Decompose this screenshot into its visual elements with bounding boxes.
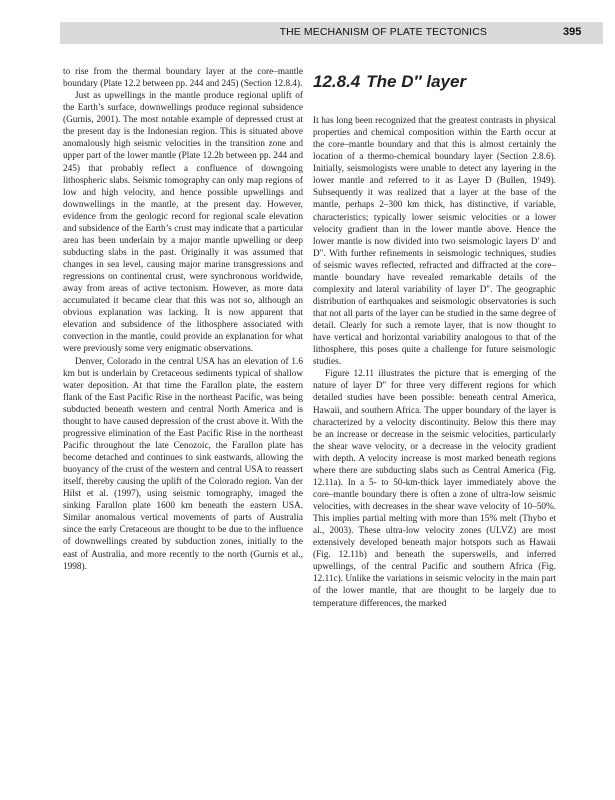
paragraph: Just as upwellings in the mantle produce regional uplift of the Earth’s surface, downwellings produce regional subsidence (Gurnis, 2001). The most notable example of depressed crust at the present day is the Indonesian region. This is situated above anomalously high seismic velocities in the transition zone and upper part of the lower mantle (Plate 12.2b between pp. 244 and 245) that probably reflect a confluence of downgoing lithospheric slabs. Seismic tomography can only map regions of low and high velocity, and hence possible upwellings and downwellings in the mantle, at the present day. However, evidence from the geologic record for regional scale elevation and subsidence of the Earth’s crust may indicate that a particular area has been underlain by a major mantle upwelling or deep subducting slabs in the past. Originally it was assumed that changes in sea level, causing major marine transgressions and regressions on continental crust, were synchronous worldwide, away from areas of active tectonism. However, as more data accumulated it became clear that this was not so, although an obvious explanation was lacking. It is now apparent that elevation and subsidence of the lithosphere associated with convection in the mantle, could provide an explanation for what were previously some very enigmatic observations. (63, 91, 303, 355)
section-heading (313, 72, 556, 91)
page-number: 395 (563, 26, 582, 38)
running-header (0, 22, 615, 44)
paragraph: to rise from the thermal boundary layer at the core–mantle boundary (Plate 12.2 between pp. 244 and 245) (Section 12.8.4). (63, 67, 303, 90)
left-column (63, 66, 303, 573)
right-column (313, 72, 556, 609)
header-rule (60, 22, 555, 44)
paragraph: Denver, Colorado in the central USA has an elevation of 1.6 km but is underlain by Cretaceous sediments typical of shallow water deposition. At that time the Farallon plate, the eastern flank of the East Pacific Rise in the northeast Pacific, was being subducted beneath western and central North America and is thought to have caused depression of the crust above it. With the progressive elimination of the East Pacific Rise in the northeast Pacific throughout the late Cenozoic, the Farallon plate has become detached and continues to sink eastwards, allowing the buoyancy of the crust of the western and central USA to reassert itself, thereby causing the uplift of the Colorado region. Van der Hilst et al. (1997), using seismic tomography, imaged the sinking Farallon plate 1600 km beneath the eastern USA. Similar anomalous vertical movements of parts of Australia since the early Cretaceous are thought to be due to the influence of downwellings created by subduction zones, initially to the east of Australia, and more recently to the north (Gurnis et al., 1998). (63, 356, 303, 572)
paragraph: It has long been recognized that the greatest contrasts in physical properties and chemical composition within the Earth occur at the core–mantle boundary and that this is almost certainly the location of a thermo-chemical boundary layer (Section 2.8.6). Initially, seismologists were unable to detect any layering in the lower mantle and referred to it as Layer D (Bullen, 1949). Subsequently it was realized that a layer at the base of the mantle, perhaps 2–300 km thick, has distinctive, if variable, characteristics; typically lower seismic velocities or a lower velocity gradient than in the lower mantle above. Hence the lower mantle is now divided into two seismologic layers D′ and D″. With further refinements in seismologic techniques, studies of seismic waves reflected, refracted and diffracted at the core–mantle boundary have revealed remarkable details of the complexity and lateral variability of layer D″. The geographic distribution of earthquakes and seismologic observatories is such that not all parts of the layer can be studied in the same degree of detail. Clearly for such a remote layer, that is now thought to have vertical and horizontal variability analogous to that of the lithosphere, this poses quite a challenge for future seismologic studies. (313, 116, 556, 368)
page-number-box (555, 22, 603, 44)
section-title: The D″ layer (366, 72, 467, 91)
section-number: 12.8.4 (313, 72, 361, 91)
section-body (313, 115, 556, 610)
running-title: THE MECHANISM OF PLATE TECTONICS (279, 26, 487, 38)
paragraph: Figure 12.11 illustrates the picture that is emerging of the nature of layer D″ for three very different regions for which detailed studies have been possible: beneath central America, Hawaii, and southern Africa. The upper boundary of the layer is characterized by a velocity discontinuity. Below this there may be an increase or decrease in the seismic velocities, particularly the shear wave velocity, or a decrease in the velocity gradient with depth. A velocity increase is most marked beneath regions where there are subducting slabs such as Central America (Fig. 12.11a). In a 5- to 50-km-thick layer immediately above the core–mantle boundary there is often a zone of ultra-low seismic velocities, with decreases in the shear wave velocity of 10–50%. This implies partial melting with more than 15% melt (Thybo et al., 2003). These ultra-low velocity zones (ULVZ) are most extensively developed beneath major hotspots such as Hawaii (Fig. 12.11b) and beneath the superswells, and inferred upwellings, of the central Pacific and southern Africa (Fig. 12.11c). Unlike the variations in seismic velocity in the main part of the lower mantle, that are thought to be largely due to temperature differences, the marked (313, 369, 556, 609)
